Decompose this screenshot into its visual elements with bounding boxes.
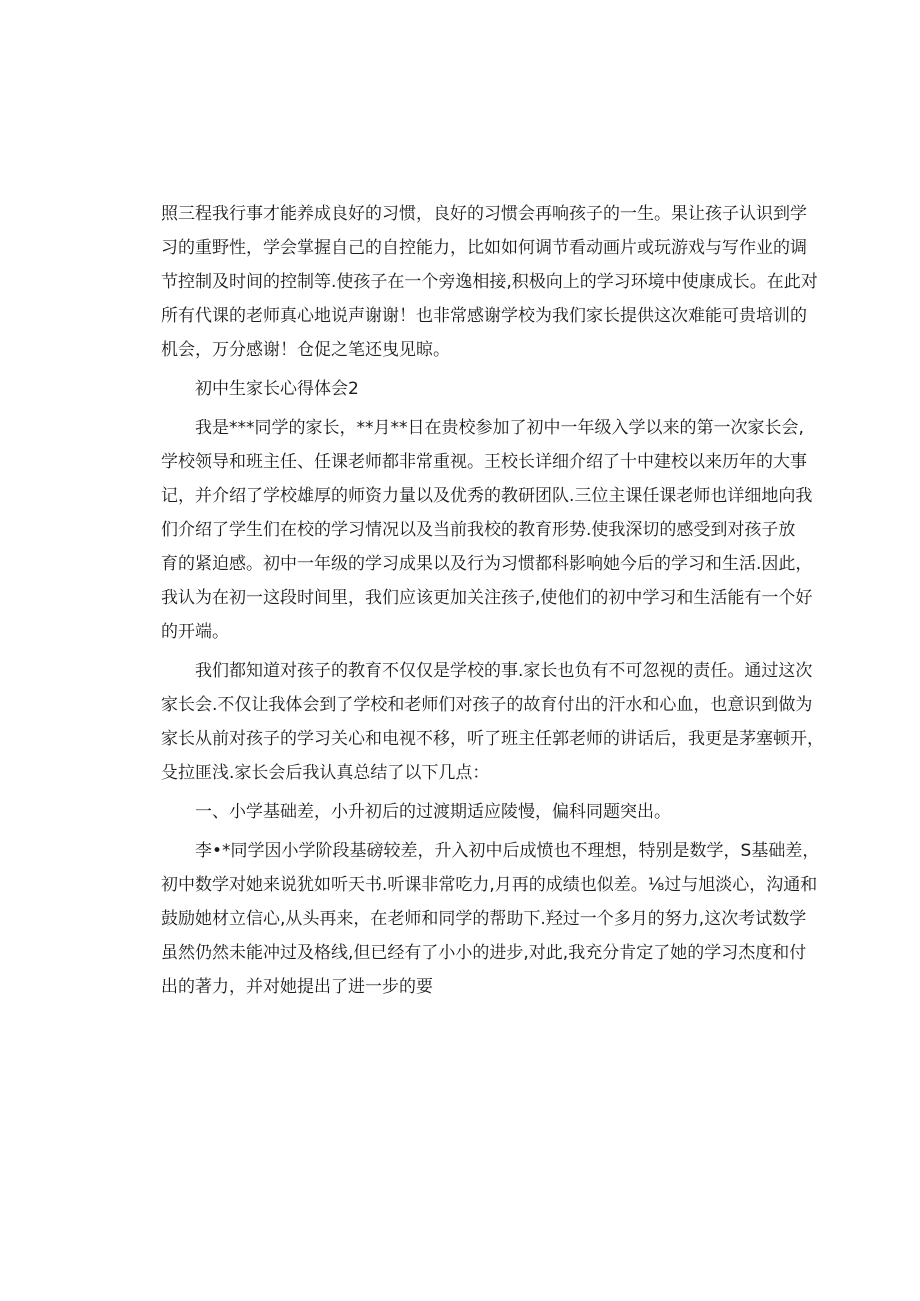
text-line: 我们都知道对孩子的教育不仅仅是学校的事.家长也负有不可忽视的责任。通过这次	[195, 661, 813, 681]
text-line: 初中数学对她来说犹如听天书.听课非常吃力,月再的成绩也似差。⅛过与旭淡心，沟通和	[161, 875, 818, 895]
text-line: 李•*同学因小学阶段基磅较差，升入初中后成愤也不理想，特别是数学，S基础差，	[195, 841, 820, 861]
paragraph-reflection	[161, 654, 824, 790]
section-heading	[161, 372, 771, 406]
text-line: 记，并介绍了学校雄厚的师资力量以及优秀的教研团队.三位主课任课老师也详细地向我	[161, 486, 813, 506]
text-line: 学校领导和班主任、任课老师都非常重视。王校长详细介绍了十中建校以来历年的大事	[161, 452, 807, 472]
document-body	[161, 197, 824, 1004]
paragraph-point-one	[161, 834, 820, 1004]
paragraph-intro	[161, 411, 813, 649]
text-line: 我认为在初一这段时间里，我们应该更加关注孩子,使他们的初中学习和生活能有一个好	[161, 588, 813, 608]
text-line: 出的著力，并对她提出了进一步的要	[161, 977, 433, 997]
text-line: 虽然仍然未能冲过及格线,但已经有了小小的进步,对此,我充分肯定了她的学习杰度和付	[161, 943, 807, 963]
text-line: 家长会.不仅让我体会到了学校和老师们对孩子的故育付出的汗水和心血，也意识到做为	[161, 695, 813, 715]
text-line: 所有代课的老师真心地说声谢谢！也非常感谢学校为我们家长提供这次难能可贵培训的	[161, 306, 807, 326]
text-line: 鼓励她材立信心,从头再来，在老师和同学的帮助下.羟过一个多月的努力,这次考试数学	[161, 909, 807, 929]
text-line: 的开端。	[161, 622, 229, 642]
text-line: 们介绍了学生们在校的学习情况以及当前我校的教育形势.使我深切的感受到对孩子放	[161, 520, 796, 540]
paragraph-closing	[161, 197, 818, 367]
text-line: 育的紧迫感。初中一年级的学习成果以及行为习惯都科影响她今后的学习和生活.因此，	[161, 554, 813, 574]
heading-text: 初中生家长心得体会2	[195, 379, 359, 399]
text-line: 一、小学基础差，小升初后的过渡期适应陵慢，偏科同题突出。	[195, 802, 671, 822]
point-one-heading	[161, 795, 771, 829]
text-line: 照三程我行事才能养成良好的习惯，良好的习惯会再响孩子的一生。果让孩子认识到学	[161, 204, 807, 224]
text-line: 节控制及时间的控制等.使孩子在一个旁逸相接,积极向上的学习环境中使康成长。在此对	[161, 272, 818, 292]
text-line: 我是***同学的家长，**月**日在贵校参加了初中一年级入学以来的第一次家长会,	[195, 418, 804, 438]
text-line: 家长从前对孩子的学习关心和电视不移，听了班主任郭老师的讲话后，我更是茅塞顿开，	[161, 729, 824, 749]
text-line: 习的重野性，学会掌握自己的自控能力，比如如何调节看动画片或玩游戏与写作业的调	[161, 238, 807, 258]
text-line: 机会，万分感谢！仓促之笔还曳见晾。	[161, 340, 450, 360]
text-line: 殳拉匪浅.家长会后我认真总结了以下几点：	[161, 763, 490, 783]
